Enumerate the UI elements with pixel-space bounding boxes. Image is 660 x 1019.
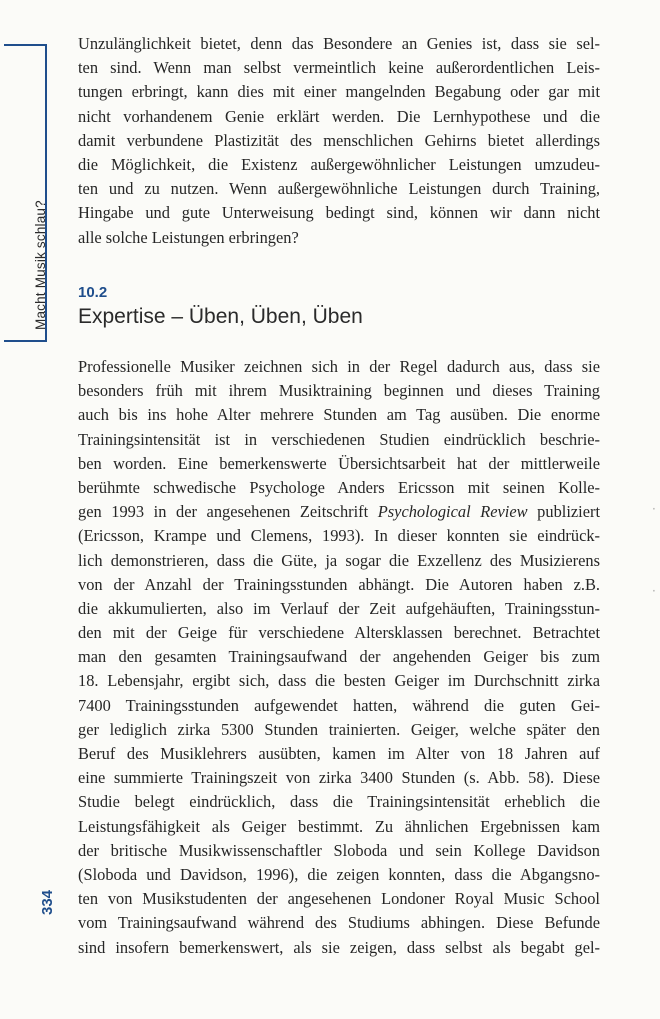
text-line: (Ericsson, Krampe und Clemens, 1993). In dieser konnten sie eindrück- xyxy=(78,526,600,546)
text-line: Leistungsfähigkeit als Geiger bestimmt. Zu ähnlichen Ergebnissen kam xyxy=(78,816,600,836)
text-line: damit verbundene Plastizität des menschlichen Gehirns bietet allerdings xyxy=(78,130,600,150)
text-line: 7400 Trainingsstunden aufgewendet hatten, während die guten Gei- xyxy=(78,695,600,715)
text-line: 18. Lebensjahr, ergibt sich, dass die besten Geiger im Durchschnitt zirka xyxy=(78,671,600,691)
text-line: ten sind. Wenn man selbst vermeintlich keine außerordentlichen Leis- xyxy=(78,58,600,78)
text-line: Professionelle Musiker zeichnen sich in der Regel dadurch aus, dass sie xyxy=(78,357,600,376)
text-line: lich demonstrieren, dass die Güte, ja sogar die Exzellenz des Musizierens xyxy=(78,550,600,570)
text-line: vom Trainingsaufwand während des Studiums abhingen. Diese Befunde xyxy=(78,913,600,933)
text-line: ten von Musikstudenten der angesehenen Londoner Royal Music School xyxy=(78,889,600,909)
text-line: Unzulänglichkeit bietet, denn das Besondere an Genies ist, dass sie sel- xyxy=(78,34,600,53)
text-line: Hingabe und gute Unterweisung bedingt sind, können wir dann nicht xyxy=(78,203,600,223)
text-line: den mit der Geige für verschiedene Altersklassen berechnet. Betrachtet xyxy=(78,623,600,643)
text-line: man den gesamten Trainingsaufwand der angehenden Geiger bis zum xyxy=(78,647,600,667)
section-title: Expertise – Üben, Üben, Üben xyxy=(78,305,363,328)
running-head: Macht Musik schlau? xyxy=(33,200,48,330)
text-line: ten und zu nutzen. Wenn außergewöhnliche Leistungen durch Training, xyxy=(78,179,600,199)
text-line: alle solche Leistungen erbringen? xyxy=(78,227,299,247)
text-line: Trainingsintensität ist in verschiedenen Studien eindrücklich beschrie- xyxy=(78,429,600,449)
text-line: ben worden. Eine bemerkenswerte Übersichtsarbeit hat der mittlerweile xyxy=(78,453,600,473)
text-line: auch bis ins hohe Alter mehrere Stunden am Tag ausüben. Die enorme xyxy=(78,405,600,425)
text-line: der britische Musikwissenschaftler Sloboda und sein Kollege Davidson xyxy=(78,840,600,860)
page-number: 334 xyxy=(39,889,56,915)
text-line: die akkumulierten, also im Verlauf der Zeit aufgehäuften, Trainingsstun- xyxy=(78,598,600,618)
text-line: berühmte schwedische Psychologe Anders Ericsson mit seinen Kolle- xyxy=(78,477,600,497)
text-line: gen 1993 in der angesehenen Zeitschrift Psychological Review publiziert xyxy=(78,502,600,522)
text-line: (Sloboda und Davidson, 1996), die zeigen konnten, dass die Abgangsno- xyxy=(78,864,600,884)
text-line: Studie belegt eindrücklich, dass die Trainingsintensität erheblich die xyxy=(78,792,600,812)
text-line: Beruf des Musiklehrers ausübten, kamen im Alter von 18 Jahren auf xyxy=(78,744,600,763)
text-line: besonders früh mit ihrem Musiktraining beginnen und dieses Training xyxy=(78,381,600,401)
text-line: tungen erbringt, kann dies mit einer mangelnden Begabung oder gar mit xyxy=(78,82,600,102)
text-line: nicht vorhandenem Genie erklärt werden. Die Lernhypothese und die xyxy=(78,106,600,126)
journal-title: Psychological Review xyxy=(377,502,528,522)
text-line: ger lediglich zirka 5300 Stunden trainierten. Geiger, welche später den xyxy=(78,719,600,739)
text-line: von der Anzahl der Trainingsstunden abhängt. Die Autoren haben z.B. xyxy=(78,574,600,594)
text-line: die Möglichkeit, die Existenz außergewöhnlicher Leistungen umzudeu- xyxy=(78,154,600,174)
paragraph-intro xyxy=(78,32,600,250)
paragraph-expertise xyxy=(78,355,600,960)
scan-speck: · xyxy=(652,584,656,598)
scan-speck: · xyxy=(652,502,656,516)
section-number: 10.2 xyxy=(78,284,108,301)
text-line: eine summierte Trainingszeit von zirka 3400 Stunden (s. Abb. 58). Diese xyxy=(78,768,600,788)
text-line: sind insofern bemerkenswert, als sie zeigen, dass selbst als begabt gel- xyxy=(78,937,600,957)
